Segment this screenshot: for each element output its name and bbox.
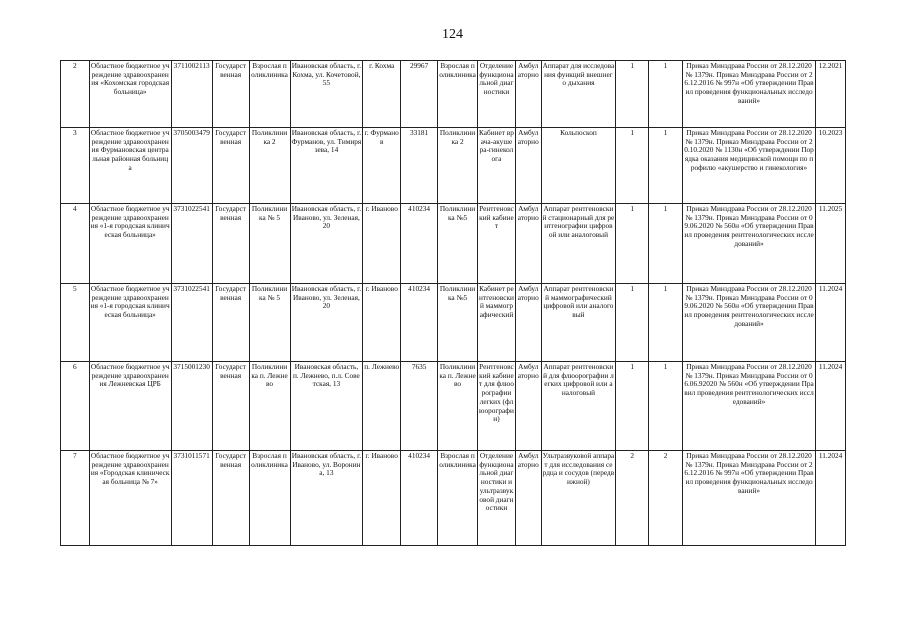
quantity-cell: 1 — [616, 362, 649, 451]
locality-cell: г. Фурманов — [363, 128, 401, 204]
quantity-planned-cell: 1 — [649, 362, 683, 451]
locality-cell: г. Иваново — [363, 284, 401, 362]
care-type-cell: Амбулаторно — [515, 284, 541, 362]
regulation-cell: Приказ Минздрава России от 28.12.2020 № 1379н. Приказ Минздрава России от 26.12.2016 № 997н «Об утверждении Правил проведения функциональных исследований» — [682, 61, 815, 128]
organization-cell: Областное бюджетное учреждение здравоохранения «1-я городская клиническая больница» — [89, 284, 171, 362]
row-number-cell: 4 — [61, 204, 90, 284]
quantity-planned-cell: 1 — [649, 204, 683, 284]
facility-type-cell: Поликлиника № 5 — [249, 204, 290, 284]
equipment-cell: Ультразвуковой аппарат для исследования сердца и сосудов (передвижной) — [541, 451, 616, 546]
facility-type-cell: Взрослая поликлиника — [249, 451, 290, 546]
address-cell: Ивановская область, п. Лежнево, п.л. Советская, 13 — [290, 362, 363, 451]
organization-cell: Областное бюджетное учреждение здравоохранения Фурмановская центральная районная больница — [89, 128, 171, 204]
deadline-cell: 10.2023 — [816, 128, 846, 204]
care-type-cell: Амбулаторно — [515, 128, 541, 204]
equipment-cell: Аппарат рентгеновский стационарный для рентгенографии цифровой или аналоговый — [541, 204, 616, 284]
inn-cell: 3715001230 — [171, 362, 212, 451]
care-type-cell: Амбулаторно — [515, 61, 541, 128]
table-row — [61, 451, 846, 546]
equipment-cell: Аппарат рентгеновский маммографический цифровой или аналоговый — [541, 284, 616, 362]
facility-type-cell: Поликлиника п. Лежнево — [249, 362, 290, 451]
ownership-form-cell: Государственная — [212, 362, 249, 451]
deadline-cell: 12.2021 — [816, 61, 846, 128]
row-number-cell: 2 — [61, 61, 90, 128]
deadline-cell: 11.2024 — [816, 362, 846, 451]
facility-type-cell: Поликлиника 2 — [249, 128, 290, 204]
ownership-form-cell: Государственная — [212, 451, 249, 546]
quantity-planned-cell: 2 — [649, 451, 683, 546]
care-type-cell: Амбулаторно — [515, 451, 541, 546]
inn-cell: 3731011571 — [171, 451, 212, 546]
regulation-cell: Приказ Минздрава России от 28.12.2020 № 1379н. Приказ Минздрава России от 09.06.2020 № 560н «Об утверждении Правил проведения рентгенологических исследований» — [682, 204, 815, 284]
quantity-planned-cell: 1 — [649, 61, 683, 128]
regulation-cell: Приказ Минздрава России от 28.12.2020 № 1379н. Приказ Минздрава России от 20.10.2020 № 1130н «Об утверждении Порядка оказания медицинской помощи по профилю «акушерство и гинекология» — [682, 128, 815, 204]
index-cell: 29967 — [401, 61, 438, 128]
department-cell: Рентгеновский кабинет для флюорографии легких (флюорографии) — [478, 362, 516, 451]
row-number-cell: 7 — [61, 451, 90, 546]
ownership-form-cell: Государственная — [212, 284, 249, 362]
row-number-cell: 3 — [61, 128, 90, 204]
deadline-cell: 11.2024 — [816, 284, 846, 362]
equipment-cell: Кольпоскоп — [541, 128, 616, 204]
quantity-cell: 1 — [616, 284, 649, 362]
quantity-cell: 1 — [616, 204, 649, 284]
table-row — [61, 362, 846, 451]
unit-cell: Поликлиника п. Лежнево — [438, 362, 478, 451]
address-cell: Ивановская область, г. Иваново, ул. Воронина, 13 — [290, 451, 363, 546]
department-cell: Кабинет врача-акушера-гинеколога — [478, 128, 516, 204]
facility-type-cell: Поликлиника № 5 — [249, 284, 290, 362]
ownership-form-cell: Государственная — [212, 204, 249, 284]
address-cell: Ивановская область, г. Иваново, ул. Зеленая, 20 — [290, 204, 363, 284]
inn-cell: 3731022541 — [171, 284, 212, 362]
inn-cell: 3711002113 — [171, 61, 212, 128]
equipment-cell: Аппарат рентгеновский для флюорографии легких цифровой или аналоговый — [541, 362, 616, 451]
quantity-planned-cell: 1 — [649, 284, 683, 362]
unit-cell: Поликлиника №5 — [438, 284, 478, 362]
quantity-cell: 1 — [616, 128, 649, 204]
quantity-cell: 2 — [616, 451, 649, 546]
row-number-cell: 6 — [61, 362, 90, 451]
index-cell: 33181 — [401, 128, 438, 204]
table-row — [61, 61, 846, 128]
department-cell: Кабинет рентгеновский маммографический — [478, 284, 516, 362]
unit-cell: Взрослая поликлиника — [438, 451, 478, 546]
organization-cell: Областное бюджетное учреждение здравоохранения Лежневская ЦРБ — [89, 362, 171, 451]
department-cell: Отделение функциональной диагностики — [478, 61, 516, 128]
unit-cell: Взрослая поликлиника — [438, 61, 478, 128]
unit-cell: Поликлиника №5 — [438, 204, 478, 284]
table-row — [61, 204, 846, 284]
locality-cell: г. Иваново — [363, 204, 401, 284]
row-number-cell: 5 — [61, 284, 90, 362]
quantity-planned-cell: 1 — [649, 128, 683, 204]
regulation-cell: Приказ Минздрава России от 28.12.2020 № 1379н. Приказ Минздрава России от 06.06.92020 № 560н «Об утверждении Правил проведения рентгенологических исследований» — [682, 362, 815, 451]
locality-cell: п. Лежнево — [363, 362, 401, 451]
address-cell: Ивановская область, г. Иваново, ул. Зеленая, 20 — [290, 284, 363, 362]
index-cell: 7635 — [401, 362, 438, 451]
address-cell: Ивановская область, г. Кохма, ул. Кочетовой, 55 — [290, 61, 363, 128]
index-cell: 410234 — [401, 204, 438, 284]
ownership-form-cell: Государственная — [212, 61, 249, 128]
address-cell: Ивановская область, г. Фурманов, ул. Тимирязева, 14 — [290, 128, 363, 204]
table-row — [61, 128, 846, 204]
table-row — [61, 284, 846, 362]
unit-cell: Поликлиника 2 — [438, 128, 478, 204]
equipment-registry-table — [60, 60, 846, 546]
regulation-cell: Приказ Минздрава России от 28.12.2020 № 1379н. Приказ Минздрава России от 09.06.2020 № 560н «Об утверждении Правил проведения рентгенологических исследований» — [682, 284, 815, 362]
quantity-cell: 1 — [616, 61, 649, 128]
organization-cell: Областное бюджетное учреждение здравоохранения «1-я городская клиническая больница» — [89, 204, 171, 284]
page-number: 124 — [442, 27, 463, 42]
index-cell: 410234 — [401, 451, 438, 546]
locality-cell: г. Иваново — [363, 451, 401, 546]
organization-cell: Областное бюджетное учреждение здравоохранения «Кохомская городская больница» — [89, 61, 171, 128]
deadline-cell: 11.2024 — [816, 451, 846, 546]
facility-type-cell: Взрослая поликлиника — [249, 61, 290, 128]
inn-cell: 3705003479 — [171, 128, 212, 204]
care-type-cell: Амбулаторно — [515, 362, 541, 451]
index-cell: 410234 — [401, 284, 438, 362]
department-cell: Рентгеновский кабинет — [478, 204, 516, 284]
equipment-cell: Аппарат для исследования функций внешнего дыхания — [541, 61, 616, 128]
deadline-cell: 11.2025 — [816, 204, 846, 284]
regulation-cell: Приказ Минздрава России от 28.12.2020 № 1379н. Приказ Минздрава России от 26.12.2016 № 997н «Об утверждении Правил проведения функциональных исследований» — [682, 451, 815, 546]
ownership-form-cell: Государственная — [212, 128, 249, 204]
organization-cell: Областное бюджетное учреждение здравоохранения «Городская клиническая больница № 7» — [89, 451, 171, 546]
care-type-cell: Амбулаторно — [515, 204, 541, 284]
inn-cell: 3731022541 — [171, 204, 212, 284]
locality-cell: г. Кохма — [363, 61, 401, 128]
department-cell: Отделение функциональной диагностики и ультразвуковой диагностики — [478, 451, 516, 546]
